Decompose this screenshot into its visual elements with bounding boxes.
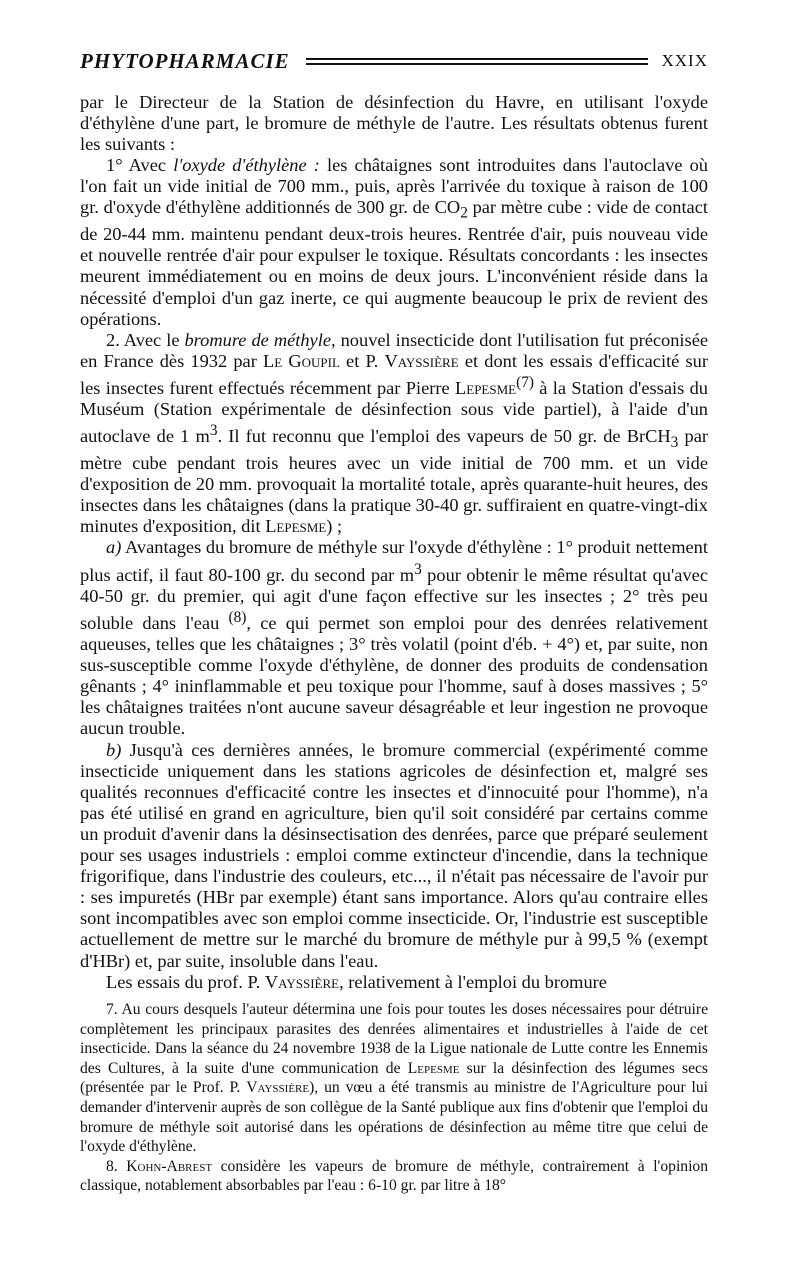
text-run: pour obtenir le même résultat qu'avec 40-50 gr. du premier, qui agit d'une façon effective sur les insectes ; 2° très peu soluble dans l'eau — [80, 564, 708, 633]
paragraph-3 — [80, 330, 708, 538]
text-run: par mètre cube : vide de contact de 20-44 mm. maintenu pendant deux-trois heures. Rentrée d'air, puis nouveau vide et nouvelle rentrée d'air pour expulser le toxique. Résultats concordants : les insectes meurent immédiatement ou en moins de deux jours. L'inconvénient réside dans la nécessité d'emploi d'un gaz inerte, ce qui augmente beaucoup le prix de revient des opérations. — [80, 197, 708, 329]
text-run: par le Directeur de la Station de désinfection du Havre, en utilisant l'oxyde d'éthylène d'une part, le bromure de méthyle de l'autre. Les résultats obtenus furent les suivants : — [80, 92, 708, 155]
subscript: 3 — [670, 434, 679, 451]
superscript: 3 — [414, 560, 422, 578]
text-run: ) ; — [326, 516, 343, 537]
header-rule — [306, 58, 648, 65]
text-run: par mètre cube pendant trois heures avec un vide initial de 700 mm. et un vide d'exposition de 20 mm. provoquait la mortalité totale, après quarante-huit heures, des insectes dans les châtaignes (dans la pratique 30-40 gr. suffiraient en quatre-vingt-dix minutes d'exposition, dit — [80, 426, 708, 537]
text-run: sur la désinfection des légumes secs (présentée par le Prof. P. — [80, 1059, 708, 1097]
emphasis: bromure de méthyle, — [184, 329, 336, 350]
text-run: Avantages du bromure de méthyle sur l'oxyde d'éthylène : 1° produit nettement plus actif, il faut 80-100 gr. du second par m — [80, 537, 708, 585]
text-run: 7. Au cours desquels l'auteur détermina une fois pour toutes les doses nécessaires pour détruire complètement les principaux parasites des denrées alimentaires et industrielles à l'aide de cet insecticide. Dans la séance du 24 novembre 1938 de la Ligue nationale de Lutte contre les Ennemis des Cultures, à la suite d'une communication de — [80, 1001, 708, 1077]
emphasis: l'oxyde d'éthylène : — [173, 155, 320, 176]
text-run: Les essais du prof. P. — [106, 971, 265, 992]
paragraph-6 — [80, 972, 708, 993]
author-name: Lepesme — [407, 1059, 460, 1077]
text-run: . Il fut reconnu que l'emploi des vapeurs de 50 gr. de BrCH — [217, 426, 671, 447]
text-run: 8. — [106, 1157, 127, 1175]
text-run: , relativement à l'emploi du bromure — [339, 971, 607, 992]
author-name: Lepesme — [265, 516, 327, 537]
superscript: 3 — [209, 422, 218, 440]
item-label: b) — [106, 739, 122, 760]
text-run: considère les vapeurs de bromure de méthyle, contrairement à l'opinion classique, notablement absorbables par l'eau : 6-10 gr. par litre à 18° — [80, 1157, 708, 1195]
author-name: Kohn-Abrest — [126, 1157, 213, 1175]
author-name: Vayssière — [264, 971, 340, 992]
text-run: Jusqu'à ces dernières années, le bromure commercial (expérimenté comme insecticide uniquement dans les stations agricoles de désinfection et, malgré ses qualités reconnues d'efficacité contre les insectes et d'innocuité pour l'homme), n'a pas été utilisé en grand en agriculture, bien qu'il soit considéré par certains comme un produit d'avenir dans la désinsectisation des denrées, parce que préparé seulement pour ses usages industriels : emploi comme extincteur d'incendie, dans la technique frigorifique, dans l'industrie des couleurs, etc..., il n'était pas nécessaire de l'avoir pur : ses impuretés (HBr par exemple) étant sans importance. Alors qu'au contraire elles sont incompatibles avec son emploi comme insecticide. Or, l'industrie est susceptible actuellement de mettre sur le marché du bromure de méthyle pur à 99,5 % (exempt d'HBr) et, par suite, insoluble dans l'eau. — [80, 739, 708, 971]
footnote-ref: (7) — [516, 373, 534, 391]
footnote-8 — [80, 1157, 708, 1196]
author-name: Vayssière — [246, 1079, 310, 1097]
text-run: ), un vœu a été transmis au ministre de l'Agriculture pour lui demander d'intervenir auprès de son collègue de la Santé publique aux fins d'obtenir que l'emploi du bromure de méthyle soit autorisé dans les opérations de désinfection au même titre que celui de l'oxyde d'éthylène. — [80, 1079, 708, 1156]
text-run: , ce qui permet son emploi pour des denrées relativement aqueuses, telles que les châtaignes ; 3° très volatil (point d'éb. + 4°) et, par suite, non sus-susceptible comme l'oxyde d'éthylène, de donner des produits de condensation gênants ; 4° ininflammable et peu toxique pour l'homme, sauf à doses massives ; 5° les châtaignes traitées n'ont aucune saveur désagréable et leur ingestion ne provoque aucun trouble. — [80, 613, 708, 739]
footnotes — [80, 1000, 708, 1196]
text-run: 2. Avec le — [106, 329, 185, 350]
footnote-ref: (8) — [228, 608, 247, 626]
text-run: les châtaignes sont introduites dans l'autoclave où l'on fait un vide initial de 700 mm., puis, après l'arrivée du toxique à raison de 100 gr. d'oxyde d'éthylène additionnés de 300 gr. de CO — [80, 155, 708, 218]
running-title: PHYTOPHARMACIE — [80, 48, 290, 73]
paragraph-4 — [80, 537, 708, 739]
paragraph-5 — [80, 740, 708, 972]
text-run: 1° Avec — [106, 155, 174, 176]
author-name: Le Goupil — [262, 350, 340, 371]
subscript: 2 — [460, 205, 468, 223]
footnote-7 — [80, 1000, 708, 1157]
author-name: Vayssière — [384, 350, 459, 371]
text-run: et dont les essais d'efficacité sur les insectes furent effectués récemment par Pierre — [80, 350, 708, 399]
page-number: XXIX — [661, 51, 708, 70]
item-label: a) — [106, 537, 122, 558]
main-text — [80, 92, 708, 993]
text-run: nouvel insecticide dont l'utilisation fut préconisée en France dès 1932 par — [80, 329, 709, 371]
running-header — [80, 46, 708, 76]
text-run: à la Station d'essais du Muséum (Station expérimentale de désinfection sous vide partiel), à l'aide d'un autoclave de 1 m — [80, 378, 708, 447]
paragraph-2 — [80, 155, 708, 329]
text-run: et P. — [339, 350, 385, 371]
paragraph-1 — [80, 92, 708, 155]
author-name: Lepesme — [455, 378, 517, 399]
